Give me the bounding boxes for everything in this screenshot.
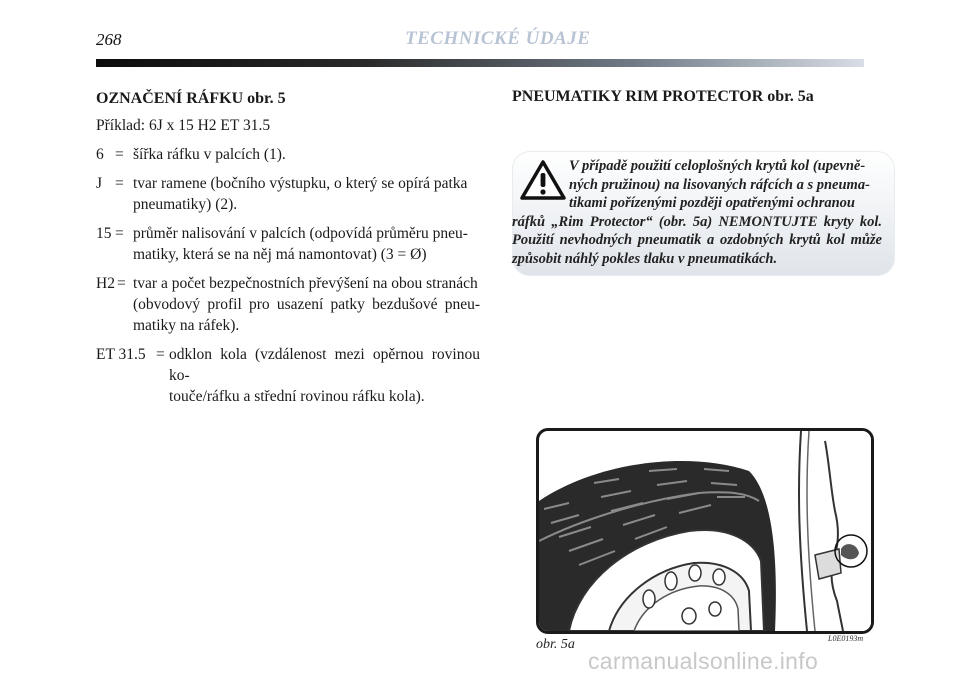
rim-protector-heading: PNEUMATIKY RIM PROTECTOR obr. 5a (512, 88, 814, 105)
definition-item (96, 223, 480, 265)
definition-key: 15 (96, 225, 112, 242)
warning-line: ráfků „Rim Protector“ (obr. 5a) NEMONTUJTE kryty kol. Použití nevhodných pneumatik a ozdobných krytů kol může způsobit náhlý pokles tlaku v pneumatikách. (512, 213, 882, 267)
warning-text (512, 157, 882, 268)
definition-equals: = (156, 346, 165, 363)
figure-caption: obr. 5a (536, 637, 575, 652)
rim-protector-section (512, 88, 896, 106)
definition-item (96, 173, 480, 215)
definition-equals: = (115, 146, 124, 163)
definition-text-rest: pneumatiky) (2). (133, 196, 238, 213)
definition-equals: = (115, 225, 124, 242)
section-title: TECHNICKÉ ÚDAJE (405, 28, 591, 49)
definition-text (96, 173, 480, 215)
definition-key: J (96, 175, 103, 192)
definition-text-first: odklon kola (vzdálenost mezi opěrnou rovinou ko- (169, 346, 480, 384)
warning-line: tikami pořízenými později opatřenými ochranou (569, 195, 855, 211)
warning-line: V případě použití celoplošných krytů kol (upevně- (569, 158, 866, 174)
warning-line: ných pružinou) na lisovaných ráfcích a s pneuma- (569, 176, 870, 193)
definition-text (96, 273, 480, 336)
definition-text-first: průměr nalisování v palcích (odpovídá průměru pneu- (133, 225, 468, 242)
watermark: carmanualsonline.info (588, 648, 819, 674)
definition-key: H2 (96, 275, 115, 292)
definition-text (96, 223, 480, 265)
page-number: 268 (96, 30, 122, 49)
definition-text-first: šířka ráfku v palcích (1). (133, 146, 286, 163)
tire-illustration (539, 431, 871, 631)
figure-code: L0E0193m (828, 634, 864, 643)
definition-item (96, 144, 480, 165)
header-rule (96, 59, 864, 67)
rim-marking-section (96, 88, 480, 415)
definition-key: ET 31.5 (96, 346, 146, 363)
definition-text-rest: matiky, která se na něj má namontovat) (3 = Ø) (133, 246, 427, 263)
definition-equals: = (117, 275, 126, 292)
definition-key: 6 (96, 146, 104, 163)
definition-equals: = (115, 175, 124, 192)
definition-item (96, 344, 480, 407)
definition-item (96, 273, 480, 336)
definition-text-first: tvar a počet bezpečnostních převýšení na obou stranách (133, 275, 478, 292)
definition-text-rest: touče/ráfku a střední rovinou ráfku kola). (169, 388, 425, 405)
definition-text-first: tvar ramene (bočního výstupku, o který se opírá patka (133, 175, 468, 192)
rim-marking-heading: OZNAČENÍ RÁFKU obr. 5 (96, 90, 286, 107)
definition-text (96, 344, 480, 407)
definition-text-rest: (obvodový profil pro usazení patky bezdušové pneu- matiky na ráfek). (133, 296, 480, 334)
definition-text (96, 144, 480, 165)
figure-tire-illustration (536, 428, 874, 634)
rim-marking-example: Příklad: 6J x 15 H2 ET 31.5 (96, 117, 271, 134)
